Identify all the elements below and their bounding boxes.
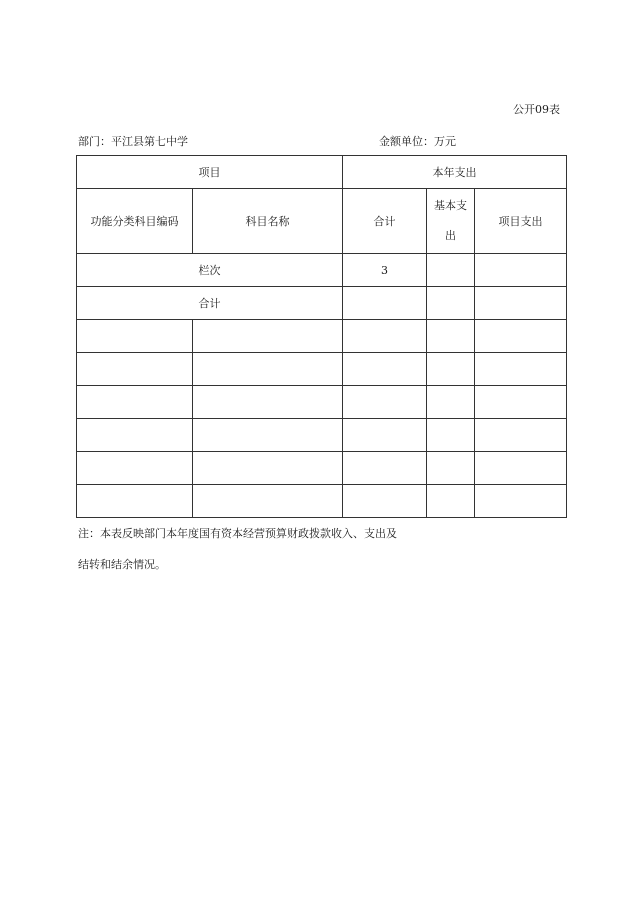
row-name (193, 320, 343, 353)
row-code (77, 353, 193, 386)
row-project (475, 386, 567, 419)
row-total (343, 353, 427, 386)
footnote-line2: 结转和结余情况。 (78, 558, 166, 571)
row-total (343, 386, 427, 419)
row-basic (427, 320, 475, 353)
table-row (77, 452, 567, 485)
row-total (343, 452, 427, 485)
group-header-current-year-expense: 本年支出 (343, 156, 567, 189)
total-row-total (343, 287, 427, 320)
row-project (475, 485, 567, 518)
row-project (475, 320, 567, 353)
col-header-project-expense: 项目支出 (475, 189, 567, 254)
group-header-row (77, 156, 567, 189)
row-code (77, 452, 193, 485)
table-row (77, 353, 567, 386)
budget-table (76, 155, 567, 518)
row-project (475, 353, 567, 386)
row-total (343, 419, 427, 452)
row-code (77, 386, 193, 419)
row-basic (427, 353, 475, 386)
table-row (77, 386, 567, 419)
footnote-line1: 注：本表反映部门本年度国有资本经营预算财政拨款收入、支出及 (78, 527, 397, 540)
col-header-basic-expense (427, 189, 475, 254)
form-code: 公开09表 (513, 103, 560, 116)
row-name (193, 485, 343, 518)
row-code (77, 320, 193, 353)
column-header-row (77, 189, 567, 254)
row-basic (427, 386, 475, 419)
row-basic (427, 452, 475, 485)
total-row (77, 287, 567, 320)
column-index-label: 栏次 (77, 254, 343, 287)
basic-expense-line1: 基本支 (434, 199, 467, 212)
row-code (77, 485, 193, 518)
row-code (77, 419, 193, 452)
row-total (343, 320, 427, 353)
row-name (193, 452, 343, 485)
total-row-project (475, 287, 567, 320)
row-project (475, 452, 567, 485)
column-index-total: 3 (343, 254, 427, 287)
col-header-function-code: 功能分类科目编码 (77, 189, 193, 254)
department-label: 部门：平江县第七中学 (78, 135, 188, 148)
column-index-basic (427, 254, 475, 287)
table-row (77, 419, 567, 452)
total-row-basic (427, 287, 475, 320)
row-name (193, 353, 343, 386)
row-name (193, 386, 343, 419)
row-project (475, 419, 567, 452)
column-index-row (77, 254, 567, 287)
row-name (193, 419, 343, 452)
table-row (77, 485, 567, 518)
table-row (77, 320, 567, 353)
row-basic (427, 485, 475, 518)
col-header-total: 合计 (343, 189, 427, 254)
col-header-subject-name: 科目名称 (193, 189, 343, 254)
row-total (343, 485, 427, 518)
group-header-item: 项目 (77, 156, 343, 189)
amount-unit-label: 金额单位：万元 (379, 135, 456, 148)
total-row-label: 合计 (77, 287, 343, 320)
row-basic (427, 419, 475, 452)
column-index-project (475, 254, 567, 287)
basic-expense-line2: 出 (445, 229, 456, 242)
